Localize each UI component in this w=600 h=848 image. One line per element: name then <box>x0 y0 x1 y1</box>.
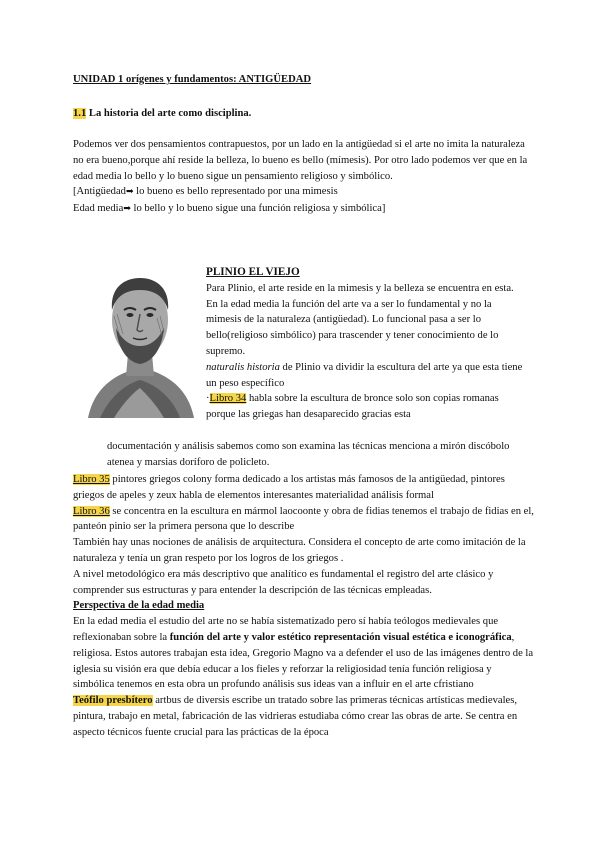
plinio-paragraph-2: En la edad media la función del arte va a ser lo fundamental y no la mimesis de la naturaleza (antigüedad). Lo funcional pasa a ser lo bello(religioso simbólico) para trascender y tener conocimiento de lo supremo. <box>206 298 499 357</box>
teofilo-label: Teófilo presbítero <box>73 695 153 707</box>
libro-35-label: Libro 35 <box>73 474 110 485</box>
arquitectura-paragraph: También hay unas nociones de análisis de arquitectura. Considera el concepto de arte como imitación de la naturaleza y tenía un gran respeto por los logros de los griegos . <box>73 537 526 564</box>
plinio-column <box>206 265 528 423</box>
libro-34-continued: documentación y análisis sabemos como son examina las técnicas menciona a mirón discóbolo atenea y marsias doríforo de policleto. <box>107 441 510 468</box>
section-heading <box>73 106 535 122</box>
section-number: 1.1 <box>73 108 87 119</box>
edad-media-heading: Perspectiva de la edad media <box>73 600 205 612</box>
intro-paragraph: Podemos ver dos pensamientos contrapuestos, por un lado en la antigüedad si el arte no imita la naturaleza no era bueno,porque ahí reside la belleza, lo bueno es bello (mímesis). Por otro lado podemos ver que en la edad media lo bello y lo bueno sigue un pensamiento religioso y simbólico. <box>73 139 528 182</box>
plinio-portrait-image <box>80 266 200 418</box>
section-title: La historia del arte como disciplina. <box>86 108 252 119</box>
libro-36-label: Libro 36 <box>73 505 110 517</box>
plinio-paragraph-3: naturalis historia de Plinio va dividir la escultura del arte ya que esta tiene un peso específico <box>206 361 523 389</box>
summary-line-antiguedad: [Antigüedad➡ lo bueno es bello representado por una mimesis <box>73 186 338 198</box>
plinio-title: PLINIO EL VIEJO <box>206 266 300 278</box>
libro-34-label: Libro 34 <box>209 393 247 405</box>
teofilo-paragraph: Teófilo presbítero artbus de diversis escribe un tratado sobre las primeras técnicas artísticas medievales, pintura, trabajo en metal, fabricación de las vidrieras estudiaba cómo crear las obras de arte. Se centra en aspecto técnicos fuente crucial para las prácticas de la época <box>73 695 518 738</box>
libro-35-paragraph: Libro 35 pintores griegos colony forma dedicado a los artistas más famosos de la antigüedad, pintores griegos de apeles y zeux habla de elementos interesantes materialidad análisis formal <box>73 474 505 501</box>
intro-block <box>73 137 535 218</box>
summary-line-edad-media: Edad media➡ lo bello y lo bueno sigue una función religiosa y simbólica] <box>73 203 386 215</box>
unit-title: UNIDAD 1 orígenes y fundamentos: ANTIGÜEDAD <box>73 74 312 85</box>
metodologico-paragraph: A nivel metodológico era más descriptivo que analítico es fundamental el registro del arte clásico y comprender sus estructuras y para entender la descripción de las técnicas empleadas. <box>73 568 494 596</box>
right-arrow-icon: ➡ <box>125 187 134 198</box>
body-block <box>73 472 535 741</box>
libro-36-paragraph: Libro 36 se concentra en la escultura en mármol laocoonte y obra de fidias tenemos el trabajo de fidias en el, panteón pinio ser la primera persona que lo describe <box>73 505 534 533</box>
libro-34-paragraph: ·Libro 34 habla sobre la escultura de bronce solo son copias romanas porque las griegas han desaparecido gracias esta <box>206 393 499 421</box>
plinio-paragraph-1: Para Plinio, el arte reside en la mimesis y la belleza se encuentra en esta. <box>206 282 514 294</box>
edad-media-paragraph: En la edad media el estudio del arte no se había sistematizado pero sí había teólogos medievales que reflexionaban sobre la función del arte y valor estético representación visual estética e iconográfica, religiosa. Estos autores trabajan esta idea, Gregorio Magno va a defender el uso de las imágenes dentro de la iglesia su visión era que debía educar a los fieles y reforzar la religiosidad tenía función religiosa y simbólica tenemos en esta obra un profundo análisis sus ideas van a influir en el arte cfristiano <box>73 616 534 691</box>
right-arrow-icon: ➡ <box>123 204 131 215</box>
